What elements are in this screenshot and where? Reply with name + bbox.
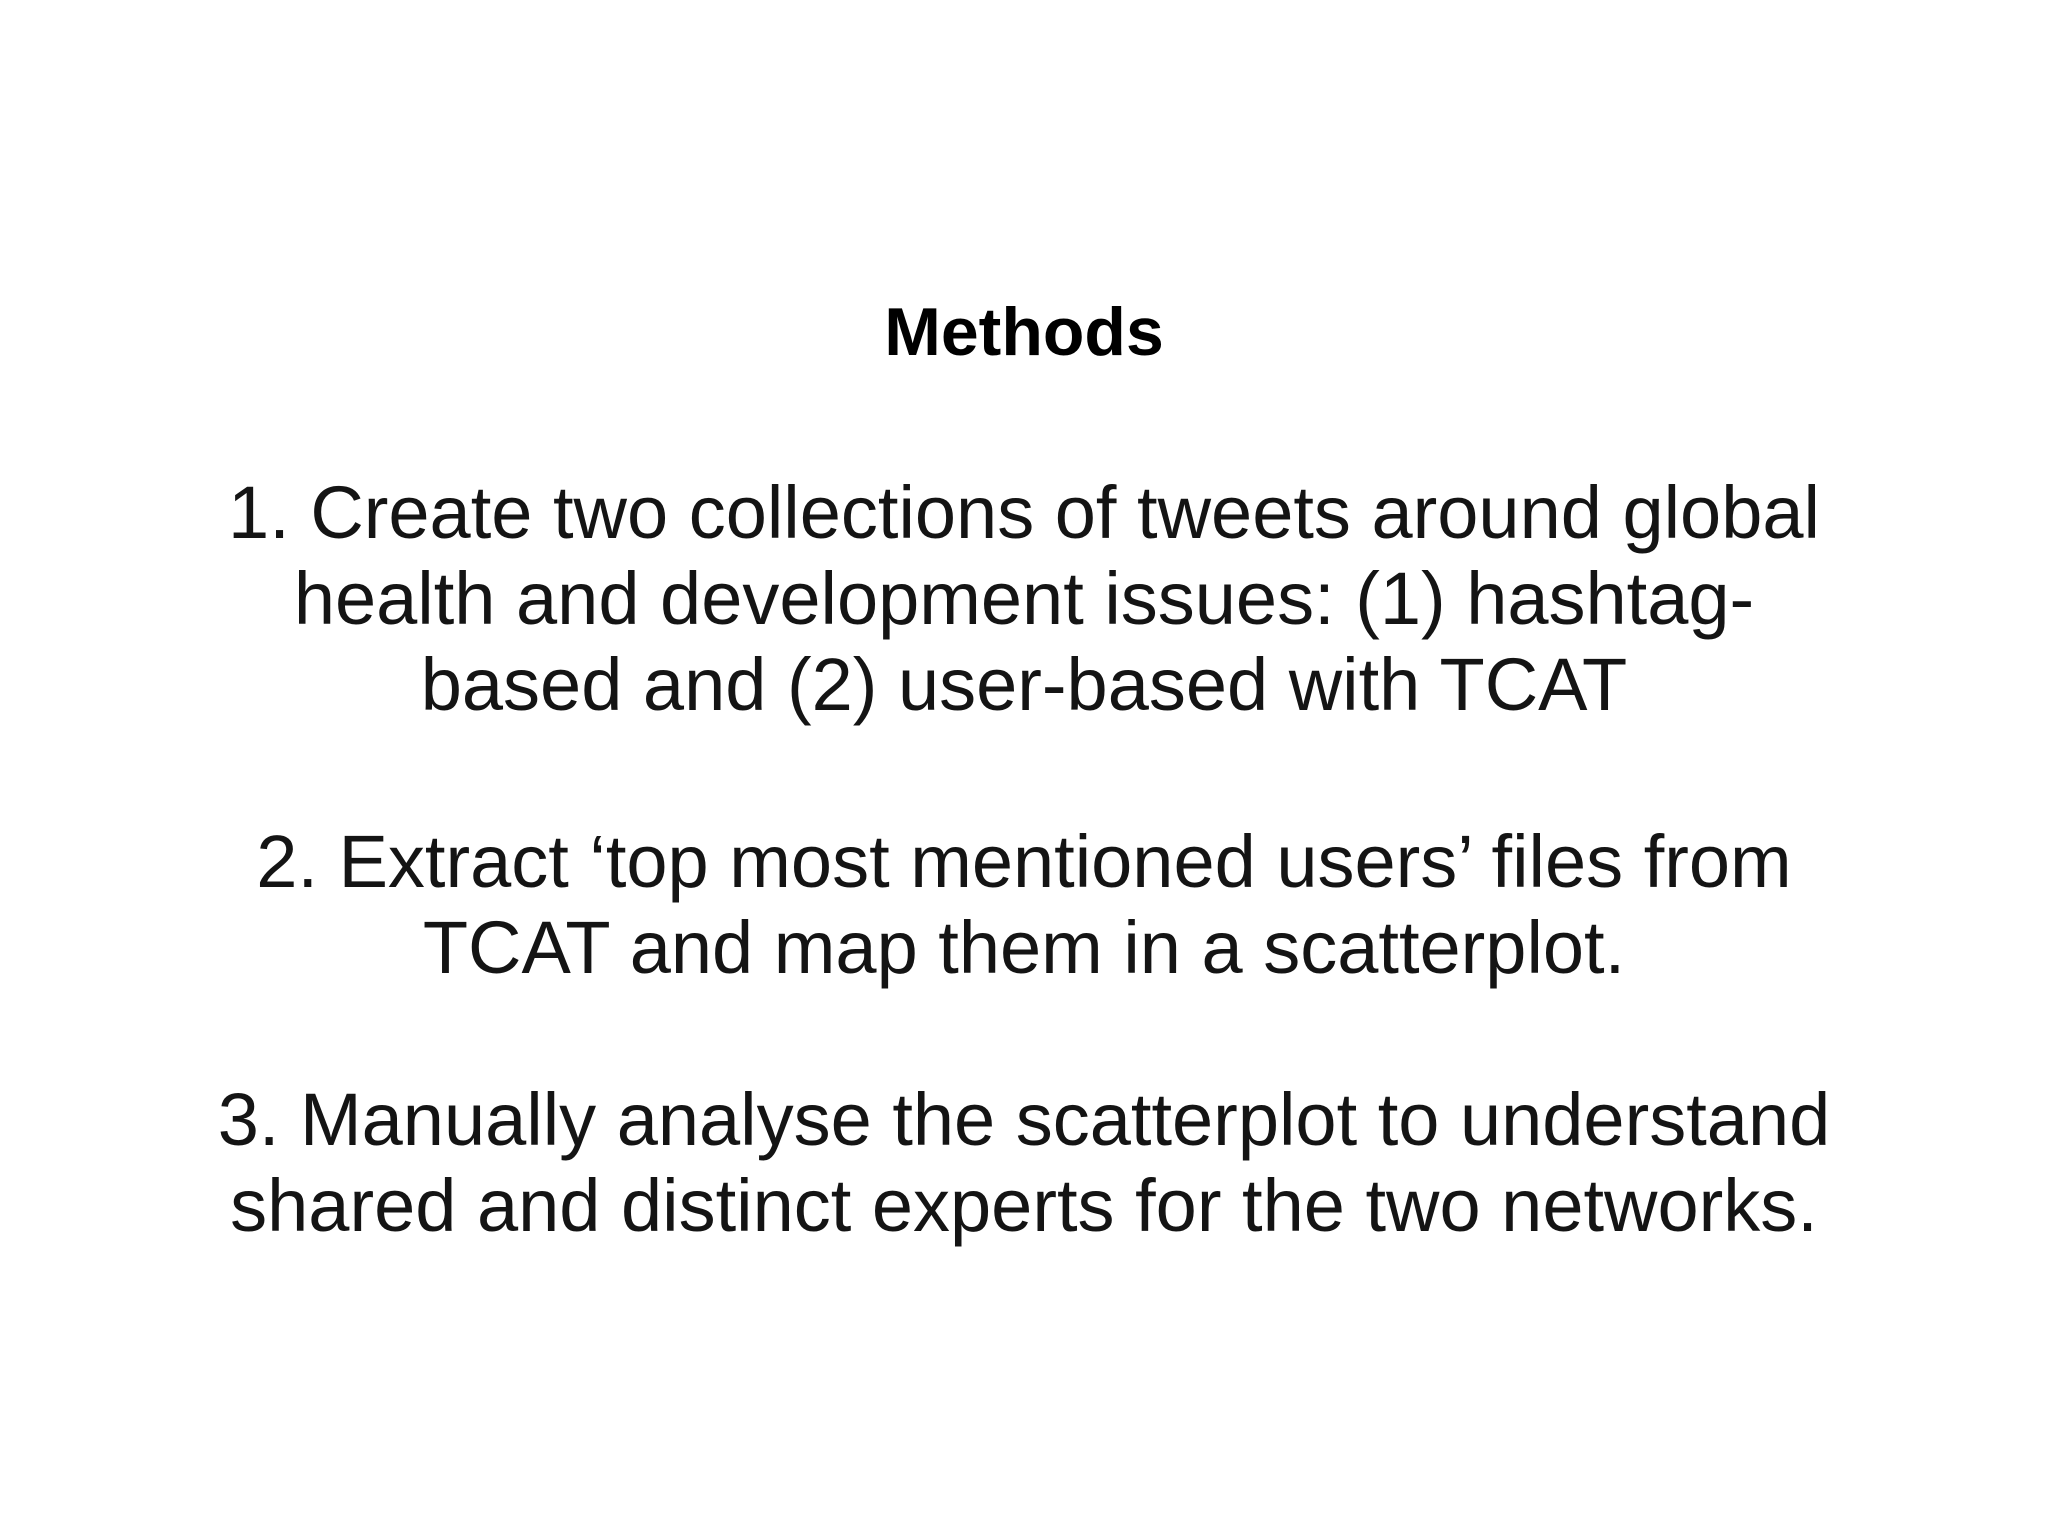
method-step-2-line-1: 2. Extract ‘top most mentioned users’ files from [256, 820, 1792, 903]
method-step-1 [0, 470, 2048, 728]
method-step-3 [0, 1077, 2048, 1249]
method-step-1-line-1: 1. Create two collections of tweets around global [228, 471, 1820, 554]
method-step-2 [0, 819, 2048, 991]
method-step-3-line-2: shared and distinct experts for the two networks. [230, 1164, 1818, 1247]
slide-title: Methods [884, 294, 1164, 370]
method-step-1-line-2: health and development issues: (1) hashtag- [293, 557, 1755, 640]
method-step-2-line-2: TCAT and map them in a scatterplot. [422, 906, 1626, 989]
method-step-3-line-1: 3. Manually analyse the scatterplot to understand [217, 1078, 1831, 1161]
method-step-1-line-3: based and (2) user-based with TCAT [420, 643, 1628, 726]
